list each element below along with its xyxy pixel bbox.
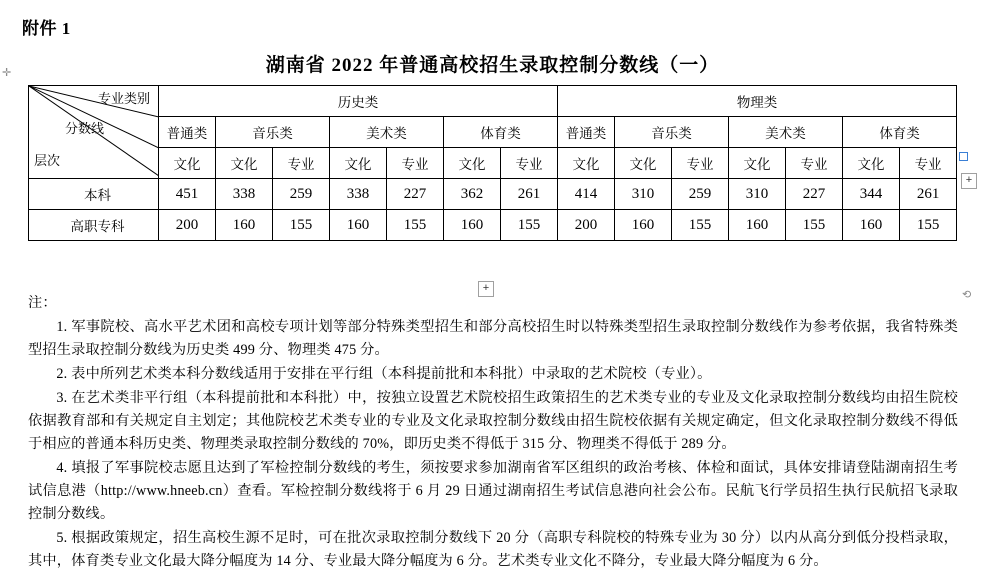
score-cell: 227: [786, 179, 843, 210]
score-cell: 362: [444, 179, 501, 210]
score-cell: 451: [159, 179, 216, 210]
score-cell: 310: [729, 179, 786, 210]
score-table-wrapper: [28, 85, 973, 294]
score-type-cell: 专业: [501, 148, 558, 179]
add-column-button[interactable]: +: [961, 173, 977, 189]
corner-label-category: 专业类别: [97, 91, 150, 106]
score-cell: 155: [273, 210, 330, 241]
score-type-cell: 专业: [672, 148, 729, 179]
subject-group-history-general: 普通类: [159, 117, 216, 148]
score-type-cell: 文化: [558, 148, 615, 179]
score-type-cell: 文化: [843, 148, 900, 179]
score-type-cell: 文化: [159, 148, 216, 179]
score-cell: 155: [672, 210, 729, 241]
score-type-cell: 文化: [729, 148, 786, 179]
score-cell: 200: [159, 210, 216, 241]
note-item-3: 3. 在艺术类非平行组（本科提前批和本科批）中，按独立设置艺术院校招生政策招生的艺术类专业的专业及文化录取控制分数线均由招生院校依据教育部和有关规定自主划定；其他院校艺术类专业的专业及文化录取控制分数线由招生院校依据有关规定确定，但文化录取控制分数线不得低于相应的普通本科历史类、物理类录取控制分数线的 70%，即历史类不得低于 315 分、物理类不得低于 289 分。: [28, 390, 958, 452]
table-header-row-category: [29, 86, 957, 117]
score-cell: 160: [330, 210, 387, 241]
subject-group-physics-music: 音乐类: [615, 117, 729, 148]
category-group-history: 历史类: [159, 86, 558, 117]
score-cell: 160: [216, 210, 273, 241]
score-table: [28, 85, 957, 241]
row-level-vocational: 高职专科: [29, 210, 159, 241]
corner-label-scoreline: 分数线: [65, 121, 105, 136]
subject-group-history-music: 音乐类: [216, 117, 330, 148]
score-type-cell: 文化: [615, 148, 672, 179]
score-cell: 414: [558, 179, 615, 210]
score-type-cell: 专业: [900, 148, 957, 179]
score-cell: 338: [330, 179, 387, 210]
score-cell: 160: [729, 210, 786, 241]
note-item-4: 4. 填报了军事院校志愿且达到了军检控制分数线的考生，须按要求参加湖南省军区组织的政治考核、体检和面试，具体安排请登陆湖南招生考试信息港（http://www.hneeb.cn）查看。军检控制分数线将于 6 月 29 日通过湖南招生考试信息港向社会公布。民航飞行学员招生执行民航招飞录取控制分数线。: [28, 460, 958, 522]
score-cell: 259: [273, 179, 330, 210]
score-cell: 155: [900, 210, 957, 241]
table-header-row-subject: [29, 117, 957, 148]
score-type-cell: 文化: [444, 148, 501, 179]
attachment-label: 附件 1: [22, 19, 71, 38]
score-cell: 155: [786, 210, 843, 241]
notes-section: [28, 292, 958, 574]
crop-mark-bottom-right: ⟲: [962, 289, 972, 301]
score-cell: 259: [672, 179, 729, 210]
table-row: [29, 179, 957, 210]
score-cell: 310: [615, 179, 672, 210]
score-cell: 261: [900, 179, 957, 210]
score-type-cell: 文化: [330, 148, 387, 179]
subject-group-physics-sports: 体育类: [843, 117, 957, 148]
resize-handle-right[interactable]: [959, 152, 968, 161]
category-group-physics: 物理类: [558, 86, 957, 117]
subject-group-physics-art: 美术类: [729, 117, 843, 148]
add-row-button[interactable]: +: [478, 281, 494, 297]
score-cell: 155: [387, 210, 444, 241]
note-item-2: 2. 表中所列艺术类本科分数线适用于安排在平行组（本科提前批和本科批）中录取的艺术院校（专业）。: [56, 366, 712, 382]
table-corner-cell: [29, 86, 159, 179]
note-item-5: 5. 根据政策规定，招生高校生源不足时，可在批次录取控制分数线下 20 分（高职专科院校的特殊专业为 30 分）以内从高分到低分投档录取，其中，体育类专业文化最大降分幅度为 14 分、专业最大降分幅度为 6 分。艺术类专业文化不降分，专业最大降分幅度为 6 分。: [28, 530, 958, 569]
score-cell: 200: [558, 210, 615, 241]
score-type-cell: 文化: [216, 148, 273, 179]
score-cell: 261: [501, 179, 558, 210]
score-cell: 344: [843, 179, 900, 210]
score-cell: 155: [501, 210, 558, 241]
crop-mark-left: ✛: [2, 67, 12, 79]
row-level-undergraduate: 本科: [29, 179, 159, 210]
score-type-cell: 专业: [387, 148, 444, 179]
subject-group-history-sports: 体育类: [444, 117, 558, 148]
score-cell: 338: [216, 179, 273, 210]
score-cell: 160: [615, 210, 672, 241]
notes-heading: 注：: [28, 295, 57, 311]
subject-group-history-art: 美术类: [330, 117, 444, 148]
page-title: 湖南省 2022 年普通高校招生录取控制分数线（一）: [265, 55, 720, 76]
note-item-1: 1. 军事院校、高水平艺术团和高校专项计划等部分特殊类型招生和部分高校招生时以特殊类型招生录取控制分数线作为参考依据，我省特殊类型招生录取控制分数线为历史类 499 分、物理类 475 分。: [28, 319, 958, 358]
score-type-cell: 专业: [273, 148, 330, 179]
score-cell: 160: [843, 210, 900, 241]
corner-label-level: 层次: [34, 153, 61, 168]
table-row: [29, 210, 957, 241]
score-cell: 227: [387, 179, 444, 210]
subject-group-physics-general: 普通类: [558, 117, 615, 148]
table-header-row-scoretype: [29, 148, 957, 179]
score-cell: 160: [444, 210, 501, 241]
score-type-cell: 专业: [786, 148, 843, 179]
